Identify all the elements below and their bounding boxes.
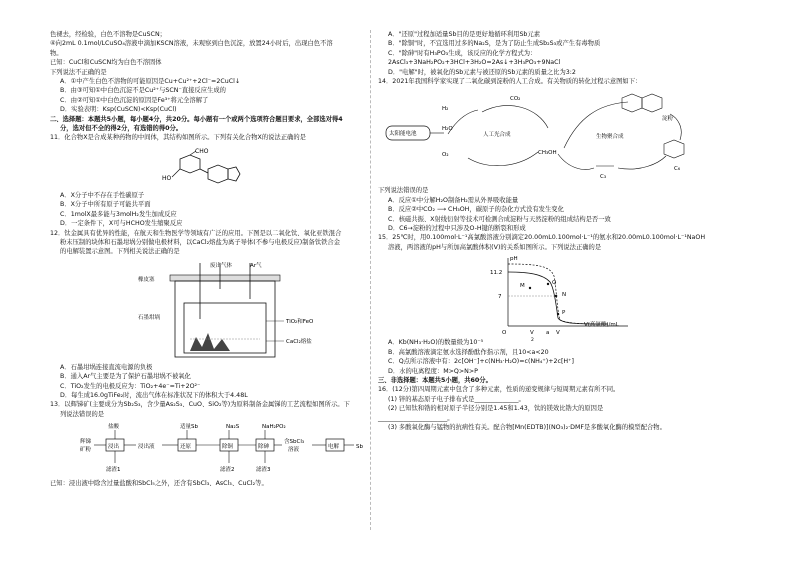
option: A．石墨坩埚连接直流电源的负极 bbox=[60, 363, 153, 371]
section-heading: 分，选对但不全的得2分，有选错的得0分。 bbox=[60, 125, 183, 133]
option: 2AsCl₃+3NaH₂PO₂+3HCl+3H₂O=2As↓+3H₃PO₃+9NaCl bbox=[388, 59, 561, 67]
rubber-label: 橡皮塞 bbox=[138, 276, 155, 283]
nah2po2-label: NaH₂PO₂ bbox=[262, 424, 286, 431]
y-tick: 11.2 bbox=[490, 270, 503, 277]
option: A．反应①中分解H₂O制备H₂需从外界吸收能量 bbox=[388, 196, 519, 204]
text-line: 下列说法错误的是 bbox=[378, 187, 429, 195]
hcl-label: 盐酸 bbox=[108, 424, 120, 431]
left-column bbox=[50, 30, 402, 489]
section-heading: 二、选择题：本题共5小题，每小题4分，共20分。每小题有一个或两个选项符合题目要求，全部选对得4 bbox=[50, 115, 343, 123]
q11-structure-figure bbox=[50, 145, 402, 189]
question-12: 12．钛金属具有优异的性能，在航天和生物医学等领域有广泛的应用。下图是以二氧化钛、氧化亚铁混合 bbox=[50, 229, 342, 237]
text-line: 下列说法不正确的是 bbox=[50, 68, 107, 76]
step-label: 除砷 bbox=[258, 444, 270, 451]
tio2-label: TiO₂和FeO bbox=[286, 318, 314, 325]
benzene-ring bbox=[180, 155, 200, 173]
text-line: (1) 锌的基态原子电子排布式是______________。 bbox=[388, 395, 525, 403]
step-label: 溶液 bbox=[288, 447, 300, 454]
q13-flowchart bbox=[50, 421, 402, 477]
option: A．"还原"过程加适量Sb目的是更好地循环利用Sb元素 bbox=[388, 31, 541, 38]
residue-label: 滤渣3 bbox=[256, 467, 271, 474]
text-line: 色褪去，经检验，白色不溶物是CuSCN； bbox=[50, 31, 166, 38]
x-tick: O bbox=[502, 330, 507, 337]
graphite-label: 石墨坩埚 bbox=[138, 314, 161, 321]
x-tick: V bbox=[530, 330, 534, 337]
point-n bbox=[555, 295, 557, 297]
q12-apparatus-svg bbox=[50, 259, 402, 361]
option: D．C6→淀粉的过程中只涉及O-H键的断裂和形成 bbox=[388, 225, 526, 233]
text-line: ④向2mL 0.1mol/LCuSO₄溶液中滴加KSCN溶液，未观察到白色沉淀，放置24小时后，出现白色不溶 bbox=[50, 40, 333, 48]
point-label: N bbox=[562, 292, 567, 299]
step-label: 浸出 bbox=[108, 444, 120, 451]
text-line: (2) 已知钛和锆的相对原子半径分别是1.45和1.43，钛的镁效比锆大的原因是 bbox=[388, 405, 604, 413]
step-label: 还原 bbox=[180, 444, 192, 451]
option: C．"除砷"时有H₃PO₃生成，该反应的化学方程式为： bbox=[388, 49, 537, 57]
rubber-stopper bbox=[170, 275, 280, 281]
y-axis-label: pH bbox=[510, 256, 518, 263]
option: C．核磁共振、X射线衍射等技术可检测合成淀粉与天然淀粉的组成结构是否一致 bbox=[388, 215, 611, 223]
text-line: 的电解装置示意图。下列相关说法正确的是 bbox=[60, 248, 180, 256]
y-tick: 7 bbox=[498, 294, 502, 301]
option: D．每生成16.0gTiFe₂时，流出气体在标准状况下的体积大于4.48L bbox=[60, 391, 248, 399]
step-label: 含SbCl₃ bbox=[284, 439, 305, 446]
starch-label: 淀粉 bbox=[662, 116, 674, 123]
arrow bbox=[558, 154, 594, 169]
option: C．1molX最多能与3molH₂发生加成反应 bbox=[60, 210, 177, 218]
point-p bbox=[557, 313, 559, 315]
text-line: 粉末压制的块体和石墨坩埚分别做电极材料，以CaCl₂熔盐为离子导体(不参与电极反应)制备钛铁合金 bbox=[60, 238, 341, 246]
arrow bbox=[618, 156, 666, 169]
x-tick-fraction: 2 bbox=[531, 338, 534, 344]
ar-label: Ar气 bbox=[250, 262, 262, 269]
option: D．一定条件下，X可与HCHO发生缩聚反应 bbox=[60, 220, 183, 228]
arrow bbox=[482, 106, 548, 129]
question-16: 16．(12分)第四周期元素中包含了多种元素，性质的递变规律与短周期元素有所不同。 bbox=[378, 386, 620, 394]
c6-ring bbox=[664, 140, 684, 158]
step-label: 浸出液 bbox=[138, 444, 155, 451]
option: C．TiO₂发生的电极反应为：TiO₂+4e⁻=Ti+2O²⁻ bbox=[60, 382, 201, 390]
option: A．Kb(NH₃·H₂O)的数量级为10⁻⁵ bbox=[388, 339, 484, 347]
ho-label: HO bbox=[162, 174, 172, 182]
benzene-ring bbox=[208, 165, 228, 183]
arrow bbox=[468, 152, 538, 166]
q13-flow-svg bbox=[50, 421, 402, 477]
h2-label: H₂ bbox=[442, 106, 449, 113]
tio2-block bbox=[190, 333, 230, 351]
option: B．"除铜"时，不宜选用过多的Na₂S，是为了防止生成Sb₂S₃或产生有毒物质 bbox=[388, 40, 601, 48]
option: B．通入Ar气主要是为了保护石墨坩埚不被氧化 bbox=[60, 373, 191, 381]
right-column bbox=[378, 30, 730, 432]
c3-label: C₃ bbox=[600, 174, 607, 181]
point-label: Q bbox=[552, 280, 557, 287]
ch3oh-label: CH₃OH bbox=[538, 150, 557, 157]
point-m bbox=[529, 287, 531, 289]
text-line: 溶液，两溶液的pH与所加高氯酸体积(V)的关系如图所示。下列说法正确的是 bbox=[388, 243, 602, 251]
cho-label: CHO bbox=[195, 147, 209, 155]
text-line: 已知：浸出液中除含过量盐酸和SbCl₅之外，还含有SbCl₃、AsCl₃、CuCl₂等。 bbox=[50, 480, 268, 488]
point-label: P bbox=[562, 310, 566, 317]
option: B．X分子中所有原子可能共平面 bbox=[60, 201, 151, 209]
raw-label: 辉锑 bbox=[80, 439, 92, 446]
starch-structure bbox=[622, 94, 662, 112]
q14-starch-synthesis-figure bbox=[378, 88, 730, 184]
na2s-label: Na₂S bbox=[226, 424, 240, 431]
answer-blank: ______________________。 bbox=[378, 414, 454, 422]
q11-structure-svg bbox=[50, 145, 402, 189]
x-tick: V bbox=[556, 330, 560, 337]
question-14: 14．2021年我国科学家实现了二氧化碳到淀粉的人工合成。有关物质的转化过程示意图如下： bbox=[378, 78, 642, 86]
question-13: 13．以辉锑矿(主要成分为Sb₂S₃，含少量As₂S₃、CuO、SiO₂等)为原料制备金属锑的工艺流程如图所示。下 bbox=[50, 401, 350, 409]
o2-label: O₂ bbox=[442, 152, 449, 159]
q14-cycle-svg bbox=[378, 88, 730, 184]
question-11: 11．化合物X是合成某种药物的中间体，其结构如图所示。下列有关化合物X的说法正确的是 bbox=[50, 134, 306, 142]
option: A．X分子中不存在手性碳原子 bbox=[60, 191, 145, 199]
bio-label: 生物聚合成 bbox=[596, 134, 624, 141]
text-line: 列说法错误的是 bbox=[60, 410, 105, 418]
residue-label: 滤渣2 bbox=[220, 467, 235, 474]
option: B．反应②中CO₂ ⟶ CH₃OH，碳原子的杂化方式没有发生变化 bbox=[388, 206, 564, 214]
c6-label: C₆ bbox=[674, 166, 681, 173]
h2o-label: H₂O bbox=[442, 126, 453, 133]
raw-label: 矿粉 bbox=[80, 447, 92, 454]
x-axis-label: V(高氯酸)/mL bbox=[584, 322, 619, 329]
question-15: 15．25℃时，用0.100mol·L⁻¹高氯酸溶液分别滴定20.00mL0.100mol·L⁻¹的氨水和20.00mL0.100mol·L⁻¹NaOH bbox=[378, 234, 706, 242]
text-line: (3) 多酸氧化酶与锰物的抗病性有关。配合物[Mn(EDTB)](NO₃)₂·DMF是多酸氧化酶的模型配合物。 bbox=[388, 423, 666, 431]
option: C．Q点所示溶液中有：2c[OH⁻]+c(NH₃·H₂O)=c(NH₄⁺)+2c[H⁺] bbox=[388, 358, 574, 366]
option: B．由③可知①中白色沉淀不是Cu²⁺与SCN⁻直接反应生成的 bbox=[60, 87, 226, 95]
cacl2-label: CaCl₂熔盐 bbox=[286, 338, 312, 345]
option: C．由②可知①中白色沉淀的原因是Fe³⁺将元全溶解了 bbox=[60, 96, 209, 104]
step-label: 除铜 bbox=[222, 444, 234, 451]
step-label: 电解 bbox=[328, 444, 340, 451]
option: B．高氯酸溶液滴定氨水选择酚酞作指示剂，且10<a<20 bbox=[388, 348, 549, 356]
point-q bbox=[547, 283, 549, 285]
option: D．水的电离程度：M>Q>N>P bbox=[388, 367, 478, 375]
five-ring bbox=[228, 167, 240, 181]
text-line: 物。 bbox=[50, 49, 63, 57]
battery-label: 太阳能电池 bbox=[389, 131, 417, 138]
step-label: Sb bbox=[356, 444, 363, 451]
option: D．"电解"时，被氧化的Sb元素与被还原的Sb元素的质量之比为3:2 bbox=[388, 68, 576, 76]
q12-electrolysis-figure bbox=[50, 259, 402, 361]
gas-out-label: 废出气体 bbox=[210, 262, 233, 269]
section-heading: 三、非选择题：本题共5小题，共60分。 bbox=[378, 376, 492, 384]
x-tick: a bbox=[546, 330, 550, 337]
arrow bbox=[564, 102, 628, 148]
sb-label: 适量Sb bbox=[180, 424, 198, 431]
nh3-curve bbox=[508, 272, 608, 324]
co2-label: CO₂ bbox=[510, 96, 521, 103]
option: D．实验表明：Ksp(CuSCN)<Ksp(CuCl) bbox=[60, 106, 177, 114]
text-line: 已知：CuCl和CuSCN均为白色不溶固体 bbox=[50, 59, 162, 67]
artificial-label: 人工光合成 bbox=[483, 132, 511, 139]
residue-label: 滤渣1 bbox=[106, 467, 121, 474]
point-label: M bbox=[520, 283, 525, 290]
option: A．①中产生白色不溶物的可能原因是Cu+Cu²⁺+2Cl⁻=2CuCl↓ bbox=[60, 78, 241, 86]
